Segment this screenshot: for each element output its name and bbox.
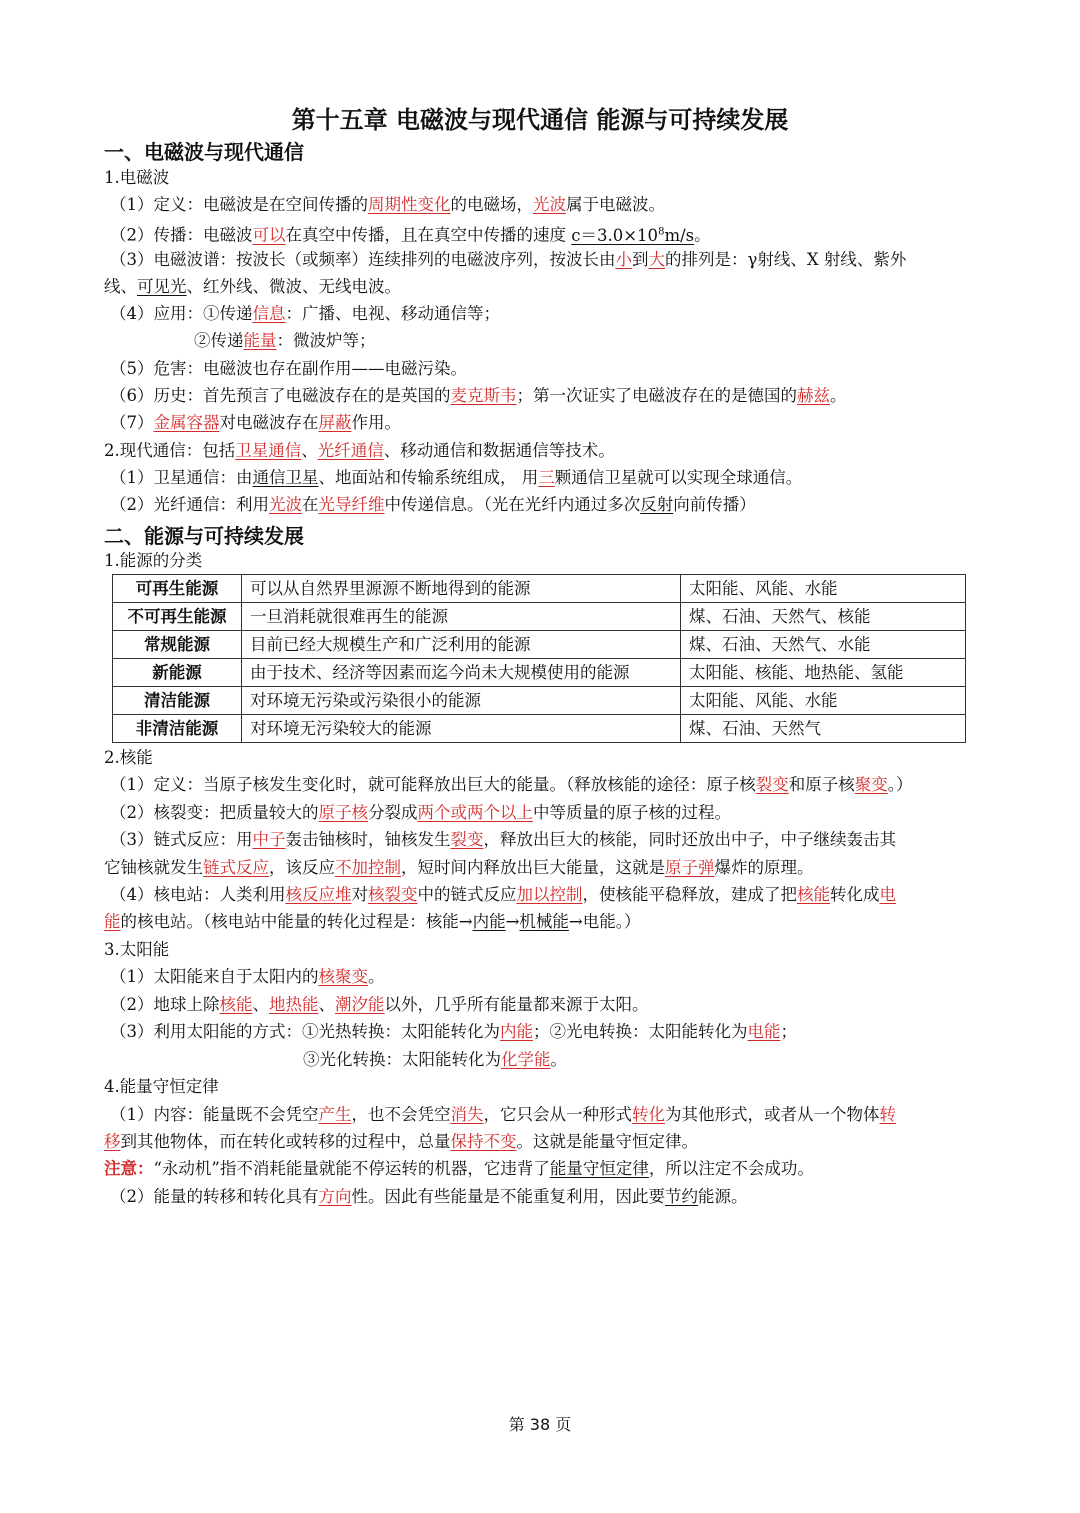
line-history: （6）历史：首先预言了电磁波存在的是英国的麦克斯韦；第一次证实了电磁波存在的是德国的赫兹。 — [110, 386, 847, 405]
subheading-modern-comm: 2.现代通信：包括卫星通信、光纤通信、移动通信和数据通信等技术。 — [104, 441, 615, 460]
section-heading-em-waves: 一、电磁波与现代通信 — [104, 140, 304, 164]
subheading-conservation: 4.能量守恒定律 — [104, 1077, 219, 1096]
line-application-info: （4）应用：①传递信息：广播、电视、移动通信等； — [110, 304, 500, 323]
table-row: 不可再生能源 一旦消耗就很难再生的能源 煤、石油、天然气、核能 — [113, 603, 966, 631]
subheading-em-wave: 1.电磁波 — [104, 168, 170, 187]
table-row: 常规能源 目前已经大规模生产和广泛利用的能源 煤、石油、天然气、水能 — [113, 631, 966, 659]
line-application-energy: ②传递能量：微波炉等； — [194, 331, 376, 350]
energy-classification-table — [112, 574, 966, 743]
line-note-perpetual: 注意：“永动机”指不消耗能量就能不停运转的机器，它违背了能量守恒定律，所以注定不会成功。 — [104, 1159, 814, 1178]
line-spectrum-cont: 线、可见光、红外线、微波、无线电波。 — [104, 277, 401, 296]
line-solar-usage: （3）利用太阳能的方式：①光热转换：太阳能转化为内能；②光电转换：太阳能转化为电能； — [110, 1022, 797, 1041]
page-number: 第 38 页 — [508, 1415, 572, 1434]
table-row: 新能源 由于技术、经济等因素而迄今尚未大规模使用的能源 太阳能、核能、地热能、氢能 — [113, 659, 966, 687]
line-fiber: （2）光纤通信：利用光波在光导纤维中传递信息。（光在光纤内通过多次反射向前传播） — [110, 495, 756, 514]
line-hazard: （5）危害：电磁波也存在副作用——电磁污染。 — [110, 359, 467, 378]
line-conservation-content-cont: 移到其他物体，而在转化或转移的过程中，总量保持不变。这就是能量守恒定律。 — [104, 1132, 698, 1151]
line-power-plant-cont: 能的核电站。（核电站中能量的转化过程是：核能→内能→机械能→电能。） — [104, 912, 641, 931]
chapter-title: 第十五章 电磁波与现代通信 能源与可持续发展 — [291, 106, 789, 134]
subheading-nuclear: 2.核能 — [104, 748, 153, 767]
table-row: 非清洁能源 对环境无污染较大的能源 煤、石油、天然气 — [113, 715, 966, 743]
line-nuclear-definition: （1）定义：当原子核发生变化时，就可能释放出巨大的能量。（释放核能的途径：原子核裂变和原子核聚变。） — [110, 775, 913, 794]
line-shielding: （7）金属容器对电磁波存在屏蔽作用。 — [110, 413, 401, 432]
table-row: 清洁能源 对环境无污染或污染很小的能源 太阳能、风能、水能 — [113, 687, 966, 715]
line-chain-reaction-cont: 它铀核就发生链式反应，该反应不加控制，短时间内释放出巨大能量，这就是原子弹爆炸的原理。 — [104, 858, 814, 877]
line-energy-direction: （2）能量的转移和转化具有方向性。因此有些能量是不能重复利用，因此要节约能源。 — [110, 1187, 748, 1206]
note-label: 注意： — [104, 1159, 154, 1178]
line-conservation-content: （1）内容：能量既不会凭空产生，也不会凭空消失，它只会从一种形式转化为其他形式，或者从一个物体转 — [110, 1105, 896, 1124]
line-spectrum: （3）电磁波谱：按波长（或频率）连续排列的电磁波序列，按波长由小到大的排列是：γ射线、X 射线、紫外 — [110, 250, 907, 269]
table-row: 可再生能源 可以从自然界里源源不断地得到的能源 太阳能、风能、水能 — [113, 575, 966, 603]
line-solar-usage-chem: ③光化转换：太阳能转化为化学能。 — [303, 1050, 567, 1069]
subheading-energy-classes: 1.能源的分类 — [104, 551, 203, 570]
line-power-plant: （4）核电站：人类利用核反应堆对核裂变中的链式反应加以控制，使核能平稳释放，建成了把核能转化成电 — [110, 885, 896, 904]
line-chain-reaction: （3）链式反应：用中子轰击铀核时，铀核发生裂变，释放出巨大的核能，同时还放出中子，中子继续轰击其 — [110, 830, 896, 849]
subheading-solar: 3.太阳能 — [104, 940, 170, 959]
line-satellite: （1）卫星通信：由通信卫星、地面站和传输系统组成， 用三颗通信卫星就可以实现全球通信。 — [110, 468, 803, 487]
line-propagation: （2）传播：电磁波可以在真空中传播，且在真空中传播的速度 $c=3.0\times 10^8m/s$。 — [110, 225, 711, 245]
line-fission: （2）核裂变：把质量较大的原子核分裂成两个或两个以上中等质量的原子核的过程。 — [110, 803, 731, 822]
line-solar-source: （1）太阳能来自于太阳内的核聚变。 — [110, 967, 385, 986]
section-heading-energy: 二、能源与可持续发展 — [104, 524, 304, 548]
line-definition: （1）定义：电磁波是在空间传播的周期性变化的电磁场，光波属于电磁波。 — [110, 195, 665, 214]
line-solar-exceptions: （2）地球上除核能、地热能、潮汐能以外，几乎所有能量都来源于太阳。 — [110, 995, 649, 1014]
